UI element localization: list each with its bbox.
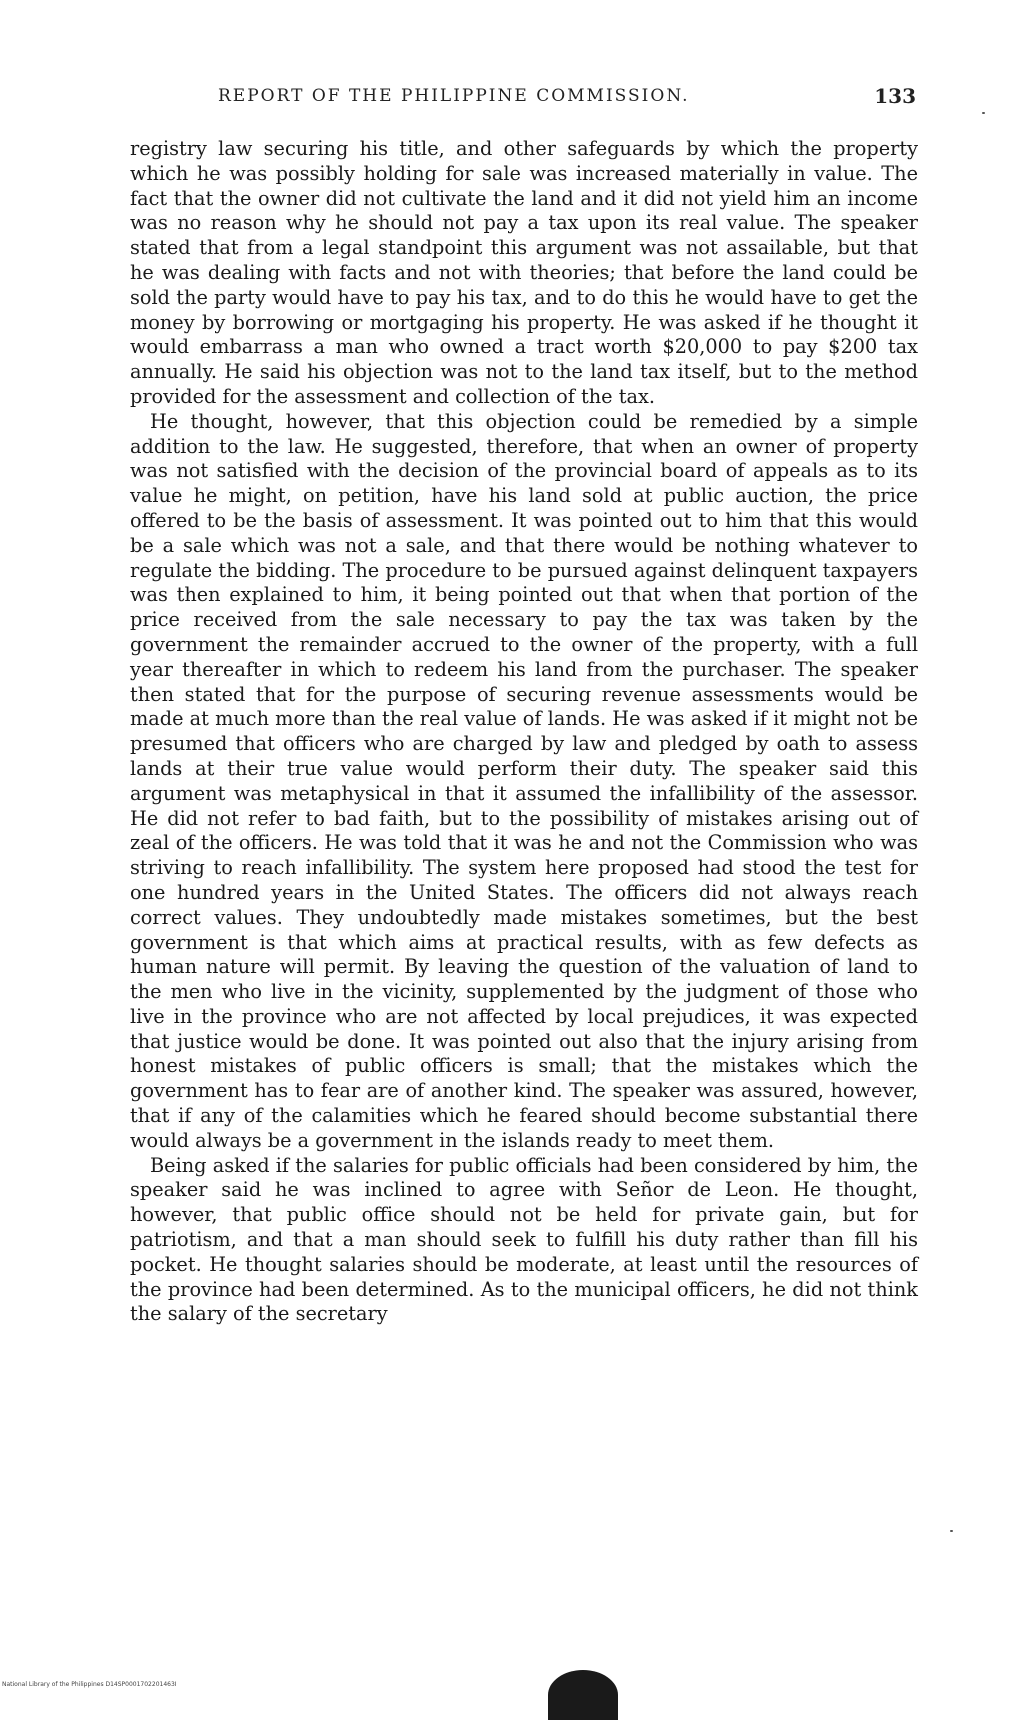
thumb-shadow: [548, 1670, 618, 1720]
page-number: 133: [874, 84, 916, 108]
library-stamp: National Library of the Philippines D14SP0001702201463I: [2, 1681, 177, 1688]
paragraph-3: Being asked if the salaries for public officials had been considered by him, the speaker said he was inclined to agree with Señor de Leon. He thought, however, that public office should not be held for private gain, but for patriotism, and that a man should seek to fulfill his duty rather than fill his pocket. He thought salaries should be moderate, at least until the resources of the province had been determined. As to the municipal officers, he did not think the salary of the secretary: [130, 1153, 918, 1326]
body-text: [130, 137, 918, 1327]
running-title: REPORT OF THE PHILIPPINE COMMISSION.: [218, 86, 690, 106]
scan-speck: [982, 112, 985, 114]
paragraph-2: He thought, however, that this objection could be remedied by a simple addition to the law. He suggested, therefore, that when an owner of property was not satisfied with the decision of the provincial board of appeals as to its value he might, on petition, have his land sold at public auction, the price offered to be the basis of assessment. It was pointed out to him that this would be a sale which was not a sale, and that there would be nothing whatever to regulate the bidding. The procedure to be pursued against delinquent taxpayers was then explained to him, it being pointed out that when that portion of the price received from the sale necessary to pay the tax was taken by the government the remainder accrued to the owner of the property, with a full year thereafter in which to redeem his land from the purchaser. The speaker then stated that for the purpose of securing revenue assessments would be made at much more than the real value of lands. He was asked if it might not be presumed that officers who are charged by law and pledged by oath to assess lands at their true value would perform their duty. The speaker said this argument was metaphysical in that it assumed the infallibility of the assessor. He did not refer to bad faith, but to the possibility of mistakes arising out of zeal of the officers. He was told that it was he and not the Commission who was striving to reach infallibility. The system here proposed had stood the test for one hundred years in the United States. The officers did not always reach correct values. They undoubtedly made mistakes sometimes, but the best government is that which aims at practical results, with as few defects as human nature will permit. By leaving the question of the valuation of land to the men who live in the vicinity, supplemented by the judgment of those who live in the province who are not affected by local prejudices, it was expected that justice would be done. It was pointed out also that the injury arising from honest mistakes of public officers is small; that the mistakes which the government has to fear are of another kind. The speaker was assured, however, that if any of the calamities which he feared should become substantial there would always be a government in the islands ready to meet them.: [130, 409, 918, 1152]
paragraph-1: registry law securing his title, and other safeguards by which the property which he was possibly holding for sale was increased materially in value. The fact that the owner did not cultivate the land and it did not yield him an income was no reason why he should not pay a tax upon its real value. The speaker stated that from a legal standpoint this argument was not assailable, but that he was dealing with facts and not with theories; that before the land could be sold the party would have to pay his tax, and to do this he would have to get the money by borrowing or mortgaging his property. He was asked if he thought it would embarrass a man who owned a tract worth $20,000 to pay $200 tax annually. He said his objection was not to the land tax itself, but to the method provided for the assessment and collection of the tax.: [130, 137, 918, 408]
scan-speck: [950, 1530, 953, 1532]
page-header: [130, 86, 920, 116]
